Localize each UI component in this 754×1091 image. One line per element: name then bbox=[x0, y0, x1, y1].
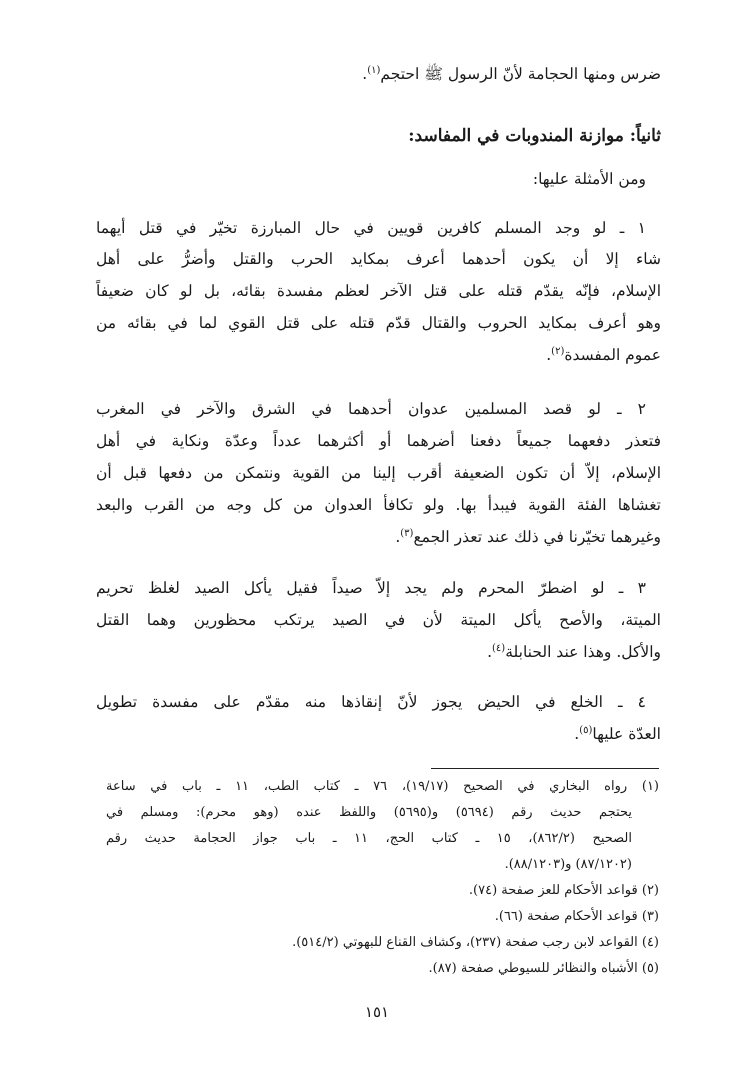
section-heading: ثانياً: موازنة المندوبات في المفاسد: bbox=[408, 126, 661, 146]
p4-line-2-text: العدّة عليها bbox=[592, 725, 661, 743]
p3-line-3-text: والأكل. وهذا عند الحنابلة bbox=[505, 643, 661, 661]
p2-line-5 bbox=[96, 525, 661, 549]
footnote-divider bbox=[431, 768, 659, 769]
footnote-ref-1: (١) bbox=[367, 64, 381, 76]
p1-line-2: شاء إلا أن يكون أحدهما أعرف بمكايد الحرب والقتل وأضرُّ على أهل bbox=[96, 250, 661, 268]
footnote-1-line-4: (٨٧/١٢٠٢) و(٨٨/١٢٠٣). bbox=[504, 857, 632, 872]
footnote-1-line-3: الصحيح (٨٦٢/٢)، ١٥ ـ كتاب الحج، ١١ ـ باب جواز الحجامة حديث رقم bbox=[106, 831, 633, 846]
p2-line-5-end: . bbox=[395, 528, 401, 546]
footnote-1-line-1: (١) رواه البخاري في الصحيح (١٩/١٧)، ٧٦ ـ كتاب الطب، ١١ ـ باب في ساعة bbox=[106, 779, 659, 794]
footnote-1-line-2: يحتجم حديث رقم (٥٦٩٤) و(٥٦٩٥) واللفظ عنده (وهو محرم): ومسلم في bbox=[106, 805, 632, 820]
page-number: ١٥١ bbox=[364, 1003, 390, 1021]
p3-line-3-end: . bbox=[487, 643, 492, 661]
section-subheading: ومن الأمثلة عليها: bbox=[532, 170, 646, 188]
p2-line-4: تغشاها الفئة القوية فيبدأ بها. ولو تكافأ العدوان من كل وجه من القرب والبعد bbox=[96, 496, 661, 514]
footnote-3: (٣) قواعد الأحكام صفحة (٦٦). bbox=[494, 909, 659, 924]
footnote-5: (٥) الأشباه والنظائر للسيوطي صفحة (٨٧). bbox=[428, 961, 659, 976]
footnote-ref-3: (٣) bbox=[400, 527, 414, 539]
p4-line-2-end: . bbox=[574, 725, 580, 743]
intro-line bbox=[96, 62, 661, 86]
p1-line-4: وهو أعرف بمكايد الحروب والقتال قدّم قتله على قتل القوي لما في بقائه من bbox=[96, 314, 661, 332]
p4-line-1: ٤ ـ الخلع في الحيض يجوز لأنّ إنقاذها منه مقدّم على مفسدة تطويل bbox=[96, 693, 646, 711]
intro-text: ضرس ومنها الحجامة لأنّ الرسول ﷺ احتجم bbox=[380, 65, 661, 83]
footnote-ref-4: (٤) bbox=[492, 642, 506, 654]
p3-line-2: الميتة، والأصح يأكل الميتة لأن في الصيد يرتكب محظورين وهما القتل bbox=[96, 611, 661, 629]
p2-line-2: فتعذر دفعهما جميعاً دفعنا أضرهما أو أكثرهما عدداً وعدّة ونكاية في أهل bbox=[96, 432, 661, 450]
p1-line-5 bbox=[96, 343, 661, 367]
intro-text-end: . bbox=[362, 65, 368, 83]
p1-line-5-end: . bbox=[546, 346, 552, 364]
p2-line-3: الإسلام، إلاّ أن تكون الضعيفة أقرب إلينا من القوية ونتمكن من دفعها قبل أن bbox=[96, 464, 661, 482]
p1-line-3: الإسلام، فإنّه يقدّم قتله على قتل الآخر لعظم مفسدة بقائه، بل لو كان ضعيفاً bbox=[96, 282, 661, 300]
footnote-ref-2: (٢) bbox=[551, 345, 565, 357]
footnote-4: (٤) القواعد لابن رجب صفحة (٢٣٧)، وكشاف القناع للبهوتي (٥١٤/٢). bbox=[292, 935, 659, 950]
p1-line-5-text: عموم المفسدة bbox=[564, 346, 661, 364]
p3-line-1: ٣ ـ لو اضطرّ المحرم ولم يجد إلاّ صيداً فقيل يأكل الصيد لغلظ تحريم bbox=[96, 579, 646, 597]
p2-line-1: ٢ ـ لو قصد المسلمين عدوان أحدهما في الشرق والآخر في المغرب bbox=[96, 400, 646, 418]
p2-line-5-text: وغيرهما تخيّرنا في ذلك عند تعذر الجمع bbox=[413, 528, 661, 546]
footnote-ref-5: (٥) bbox=[579, 724, 593, 736]
p3-line-3 bbox=[96, 640, 661, 664]
p4-line-2 bbox=[96, 722, 661, 746]
footnote-2: (٢) قواعد الأحكام للعز صفحة (٧٤). bbox=[468, 883, 659, 898]
p1-line-1: ١ ـ لو وجد المسلم كافرين قويين في حال المبارزة تخيّر في قتل أيهما bbox=[96, 219, 646, 237]
